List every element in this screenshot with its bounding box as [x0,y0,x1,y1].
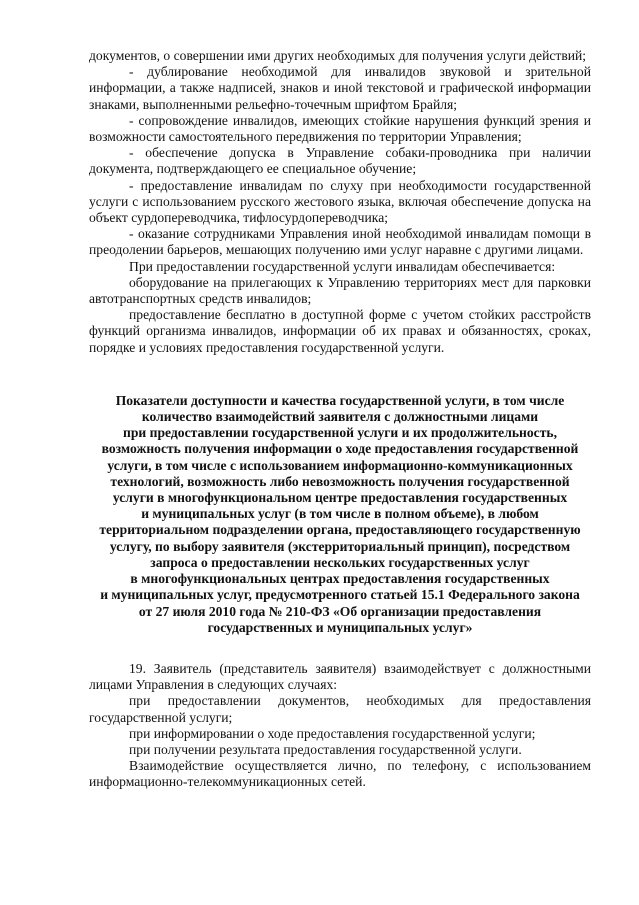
paragraph-sign-language: - предоставление инвалидам по слуху при необходимости государственной услуги с использованием русского жестового языка, включая обеспечение допуска на объект сурдопереводчика, тифлосурдопереводчика; [89,177,591,226]
heading-line: технологий, возможность либо невозможность получения государственной [110,473,570,489]
heading-line: и муниципальных услуг, предусмотренного статьей 15.1 Федерального закона [100,587,580,603]
paragraph-staff-assistance: - оказание сотрудниками Управления иной необходимой инвалидам помощи в преодолении барьеров, мешающих получению ими услуг наравне с другими лицами. [89,226,591,258]
heading-line: возможность получения информации о ходе предоставления государственной [101,441,579,457]
heading-line: от 27 июля 2010 года № 210-ФЗ «Об организации предоставления [138,603,542,619]
paragraph-parking: оборудование на прилегающих к Управлению территориях мест для парковки автотранспортных средств инвалидов; [89,274,591,307]
heading-line: услугу, по выбору заявителя (экстерриториальный принцип), посредством [109,538,571,554]
heading-line: территориальном подразделении органа, предоставляющего государственную [99,522,581,538]
paragraph-free-information: предоставление бесплатно в доступной форме с учетом стойких расстройств функций организма инвалидов, информации об их правах и обязанностях, сроках, порядке и условиях предоставления государственной услуги. [89,307,591,355]
heading-line: государственных и муниципальных услуг» [207,619,473,635]
paragraph-provision-intro: При предоставлении государственной услуги инвалидам обеспечивается: [129,258,556,274]
paragraph-braille-duplication: - дублирование необходимой для инвалидов звуковой и зрительной информации, а также надписей, знаков и иной текстовой и графической информации знаками, выполненными рельефно-точечным шрифтом Брайля; [89,64,591,112]
heading-line: количество взаимодействий заявителя с должностными лицами [141,409,539,425]
paragraph-item-19: 19. Заявитель (представитель заявителя) взаимодействует с должностными лицами Управления в следующих случаях: [89,660,591,693]
heading-line: запроса о предоставлении нескольких государственных услуг [150,554,530,570]
heading-line: Показатели доступности и качества государственной услуги, в том числе [115,392,565,408]
paragraph-documents-continuation: документов, о совершении ими других необходимых для получения услуги действий; [89,48,587,63]
paragraph-documents-submission: при предоставлении документов, необходимых для предоставления государственной услуги; [89,693,591,725]
paragraph-escort-disabled: - сопровождение инвалидов, имеющих стойкие нарушения функций зрения и возможности самостоятельного передвижения по территории Управления; [89,112,591,145]
heading-line: услуги, в том числе с использованием информационно-коммуникационных [107,457,573,473]
paragraph-receiving-result: при получении результата предоставления государственной услуги. [129,741,522,757]
paragraph-guide-dog: - обеспечение допуска в Управление собаки-проводника при наличии документа, подтверждающего ее специальное обучение; [89,145,591,177]
paragraph-interaction-methods: Взаимодействие осуществляется лично, по телефону, с использованием информационно-телекоммуникационных сетей. [89,758,591,790]
paragraph-informing: при информировании о ходе предоставления государственной услуги; [129,725,536,741]
heading-line: при предоставлении государственной услуги и их продолжительность, [123,425,557,441]
heading-line: услуги в многофункциональном центре предоставления государственных [112,490,568,506]
heading-line: и муниципальных услуг (в том числе в полном объеме), в любом [141,506,539,522]
section-heading [89,393,591,636]
heading-line: в многофункциональных центрах предоставления государственных [130,571,550,587]
